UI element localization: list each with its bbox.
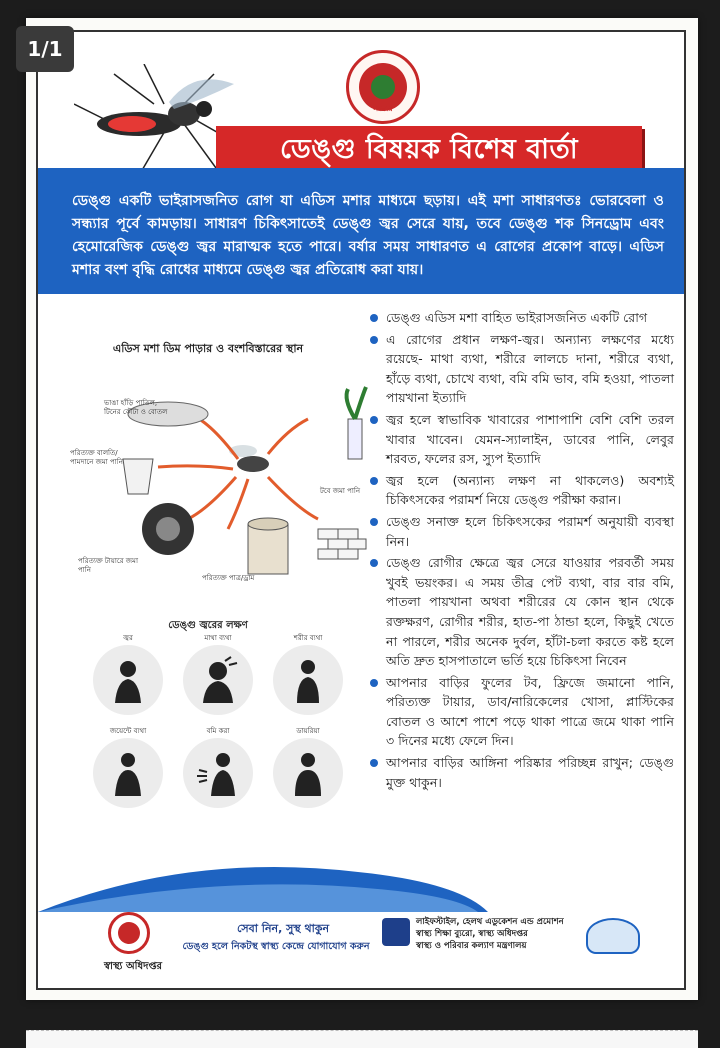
government-seal: সরকার <box>346 50 420 124</box>
advice-item: জ্বর হলে (অন্যান্য লক্ষণ না থাকলেও) অবশ্যই চিকিৎসকের পরামর্শ নিয়ে ডেঙ্গু পরীক্ষা করান। <box>368 471 674 510</box>
poster <box>36 30 686 990</box>
poster-photo <box>26 18 698 1000</box>
page-counter: 1/1 <box>16 26 74 72</box>
symptom-headache: মাথা ব্যথা <box>178 632 258 715</box>
symptom-vomiting: বমি করা <box>178 725 258 808</box>
footer-contact-note: ডেঙ্গু হলে নিকটস্থ স্বাস্থ্য কেন্দ্রে যোগাযোগ করুন <box>182 941 370 952</box>
advice-item: এ রোগের প্রধান লক্ষণ-জ্বর। অন্যান্য লক্ষণের মধ্যে রয়েছে- মাথা ব্যথা, শরীরে লালচে দানা, শরীরে ব্যথা, হাঁড়ে ব্যথা, চোখে ব্যথা, বমি বমি ভাব, বমি হওয়া, পাতলা পায়খানা ইত্যাদি <box>368 330 674 408</box>
breeding-title: এডিস মশা ডিম পাড়ার ও বংশবিস্তারের স্থান <box>112 342 304 355</box>
label-flower-pot: টবে জমা পানি <box>320 487 361 495</box>
decorative-wave <box>38 832 686 912</box>
symptom-fever: জ্বর <box>88 632 168 715</box>
next-page-strip <box>26 1030 698 1048</box>
symptom-joint-pain: জয়েন্টে ব্যথা <box>88 725 168 808</box>
poster-footer <box>38 904 686 990</box>
symptoms-title: ডেঙ্গু জ্বরের লক্ষণ <box>168 620 248 631</box>
advice-item: জ্বর হলে স্বাভাবিক খাবারের পাশাপাশি বেশি বেশি তরল খাবার খাবেন। যেমন-স্যালাইন, ডাবের পানি, লেবুর শরবত, ফলের রস, স্যুপ ইত্যাদি <box>368 410 674 469</box>
poster-title: ডেঙ্গু বিষয়ক বিশেষ বার্তা <box>216 126 642 176</box>
label-tyre: পরিত্যক্ত টায়ারে জমা পানি <box>78 557 138 574</box>
footer-unit-name: লাইফস্টাইল, হেলথ এডুকেশন এন্ড প্রমোশন <box>416 917 564 927</box>
intro-paragraph: ডেঙ্গু একটি ভাইরাসজনিত রোগ যা এডিস মশার মাধ্যমে ছড়ায়। এই মশা সাধারণতঃ ভোরবেলা ও সন্ধ্যার পূর্বে কামড়ায়। সাধারণ চিকিৎসাতেই ডেঙ্গু জ্বর সেরে যায়, তবে ডেঙ্গু শক সিনড্রোম এবং হেমোরেজিক ডেঙ্গু জ্বর মারাত্মক হতে পারে। বর্ষার সময় সাধারণত এ রোগের প্রকোপ বাড়ে। এডিস মশার বংশ বৃদ্ধি রোধের মাধ্যমে ডেঙ্গু জ্বর প্রতিরোধ করা যায়। <box>38 168 686 294</box>
advice-list <box>368 308 674 792</box>
label-broken-pots: ভাঙা হাঁড়ি পাতিল, টিনের কৌটা ও বোতল <box>104 399 168 416</box>
footer-slogan: সেবা নিন, সুস্থ থাকুন <box>236 922 330 935</box>
advice-item: ডেঙ্গু রোগীর ক্ষেত্রে জ্বর সেরে যাওয়ার পরবর্তী সময় খুবই ভয়ংকর। এ সময় তীব্র পেট ব্যথা, বার বার বমি, পাতলা পায়খানা অথবা শরীরের যে কোন স্থান থেকে রক্তক্ষরণ, রোগীর শরীর, হাত-পা ঠান্ডা হলে, কিছুই খেতে না পারলে, শরীর অনেক দুর্বল, হাঁটা-চলা করতে কষ্ট হলে অতি দ্রুত হাসপাতালে ভর্তি হয়ে চিকিৎসা নিবেন <box>368 553 674 671</box>
left-illustration-column <box>48 302 368 902</box>
advice-item: আপনার বাড়ির ফুলের টব, ফ্রিজে জমানো পানি, পরিত্যক্ত টায়ার, ডাব/নারিকেলের খোসা, প্লাস্টিকের বোতল ও আশে পাশে পড়ে থাকা পাত্রে জমে থাকা পানি ৩ দিনের মধ্যে ফেলে দিন। <box>368 673 674 751</box>
symptom-grid <box>88 632 348 818</box>
symptom-body-ache: শরীর ব্যথা <box>268 632 348 715</box>
footer-ministry-name: স্বাস্থ্য ও পরিবার কল্যাণ মন্ত্রণালয় <box>416 941 527 951</box>
symptom-diarrhea: ডায়রিয়া <box>268 725 348 808</box>
label-drum: পরিত্যক্ত পাত্র/ড্রাম <box>202 574 255 582</box>
dghs-logo <box>108 912 150 954</box>
left-org-name: স্বাস্থ্য অধিদপ্তর <box>103 961 163 972</box>
label-bucket: পরিত্যক্ত বালতি/ পামদানে জমা পানি <box>70 449 123 466</box>
advice-item: ডেঙ্গু এডিস মশা বাহিত ভাইরাসজনিত একটি রোগ <box>368 308 674 328</box>
footer-bureau-name: স্বাস্থ্য শিক্ষা ব্যুরো, স্বাস্থ্য অধিদপ্তর <box>416 929 528 939</box>
advice-column <box>368 308 674 794</box>
health-bureau-logo <box>382 918 410 946</box>
ministry-logo <box>586 918 640 954</box>
advice-item: ডেঙ্গু সনাক্ত হলে চিকিৎসকের পরামর্শ অনুযায়ী ব্যবস্থা নিন। <box>368 512 674 551</box>
breeding-illustration <box>48 359 368 589</box>
advice-item: আপনার বাড়ির আঙ্গিনা পরিষ্কার পরিচ্ছন্ন রাখুন; ডেঙ্গু মুক্ত থাকুন। <box>368 753 674 792</box>
